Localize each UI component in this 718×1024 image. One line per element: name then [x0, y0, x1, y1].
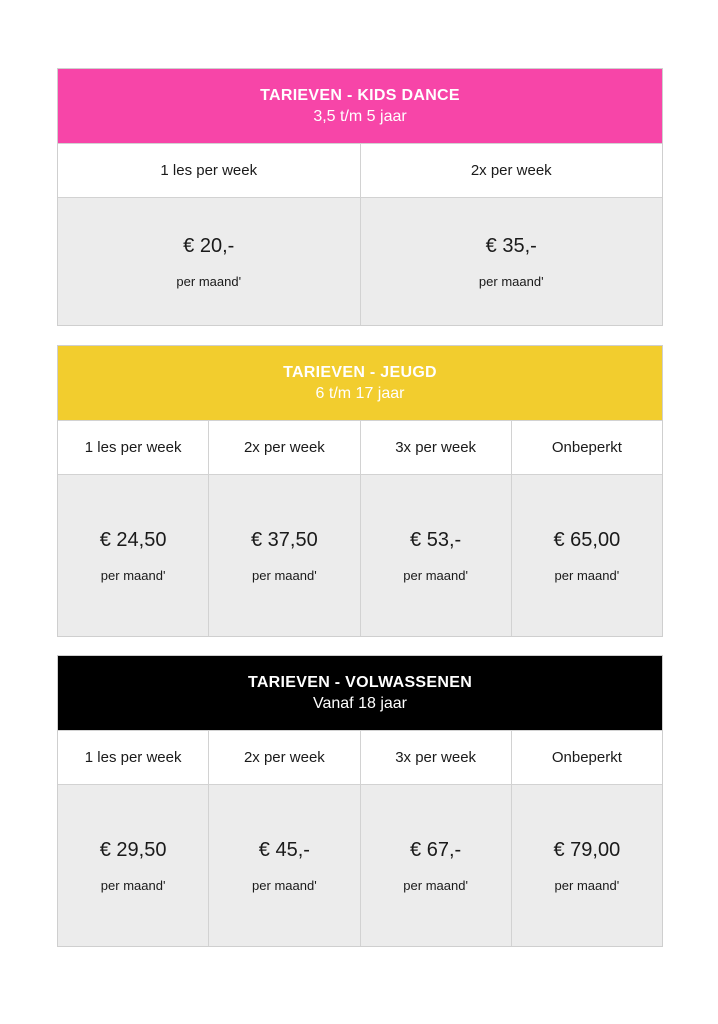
- kids-price-row: [58, 197, 662, 325]
- jeugd-subtitle: 6 t/m 17 jaar: [315, 384, 405, 402]
- volwassenen-banner: [58, 656, 662, 730]
- jeugd-header-row: [58, 420, 662, 474]
- kids-column-header: 2x per week: [361, 143, 663, 197]
- jeugd-title: TARIEVEN - JEUGD: [283, 363, 437, 381]
- price-value: € 67,-: [410, 838, 462, 861]
- kids-column-header: 1 les per week: [58, 143, 361, 197]
- volwassenen-subtitle: Vanaf 18 jaar: [313, 694, 407, 712]
- volwassenen-header-row: [58, 730, 662, 784]
- jeugd-column-header: Onbeperkt: [512, 420, 662, 474]
- price-value: € 79,00: [553, 838, 621, 861]
- price-value: € 45,-: [258, 838, 310, 861]
- jeugd-price-cell: [512, 474, 662, 636]
- volwassenen-price-cell: [58, 784, 209, 946]
- jeugd-column-header: 3x per week: [361, 420, 512, 474]
- jeugd-price-cell: [209, 474, 360, 636]
- volwassenen-price-cell: [209, 784, 360, 946]
- volwassenen-column-header: 2x per week: [209, 730, 360, 784]
- price-period: per maand': [554, 877, 620, 893]
- kids-price-cell: [58, 197, 361, 325]
- volwassenen-price-row: [58, 784, 662, 946]
- price-period: per maand': [403, 567, 468, 583]
- jeugd-banner: [58, 346, 662, 420]
- price-period: per maand': [478, 273, 544, 289]
- price-period: per maand': [100, 877, 166, 893]
- kids-header-row: [58, 143, 662, 197]
- price-value: € 20,-: [183, 234, 235, 257]
- price-value: € 65,00: [553, 528, 621, 551]
- volwassenen-column-header: 3x per week: [361, 730, 512, 784]
- price-period: per maand': [176, 273, 242, 289]
- price-value: € 53,-: [410, 528, 462, 551]
- volwassenen-price-cell: [361, 784, 512, 946]
- volwassenen-price-cell: [512, 784, 662, 946]
- jeugd-price-cell: [361, 474, 512, 636]
- jeugd-price-cell: [58, 474, 209, 636]
- volwassenen-pricing-table: [57, 655, 663, 947]
- volwassenen-title: TARIEVEN - VOLWASSENEN: [247, 673, 473, 691]
- kids-price-cell: [361, 197, 663, 325]
- kids-pricing-table: [57, 68, 663, 326]
- price-period: per maand': [554, 567, 620, 583]
- jeugd-column-header: 1 les per week: [58, 420, 209, 474]
- price-value: € 24,50: [99, 528, 167, 551]
- volwassenen-column-header: 1 les per week: [58, 730, 209, 784]
- kids-title: TARIEVEN - KIDS DANCE: [260, 86, 460, 104]
- kids-subtitle: 3,5 t/m 5 jaar: [313, 107, 407, 125]
- price-value: € 35,-: [485, 234, 537, 257]
- price-value: € 29,50: [99, 838, 167, 861]
- jeugd-pricing-table: [57, 345, 663, 637]
- price-period: per maand': [403, 877, 468, 893]
- jeugd-column-header: 2x per week: [209, 420, 360, 474]
- price-period: per maand': [100, 567, 166, 583]
- price-period: per maand': [252, 567, 317, 583]
- price-value: € 37,50: [251, 528, 318, 551]
- price-period: per maand': [252, 877, 317, 893]
- volwassenen-column-header: Onbeperkt: [512, 730, 662, 784]
- kids-banner: [58, 69, 662, 143]
- jeugd-price-row: [58, 474, 662, 636]
